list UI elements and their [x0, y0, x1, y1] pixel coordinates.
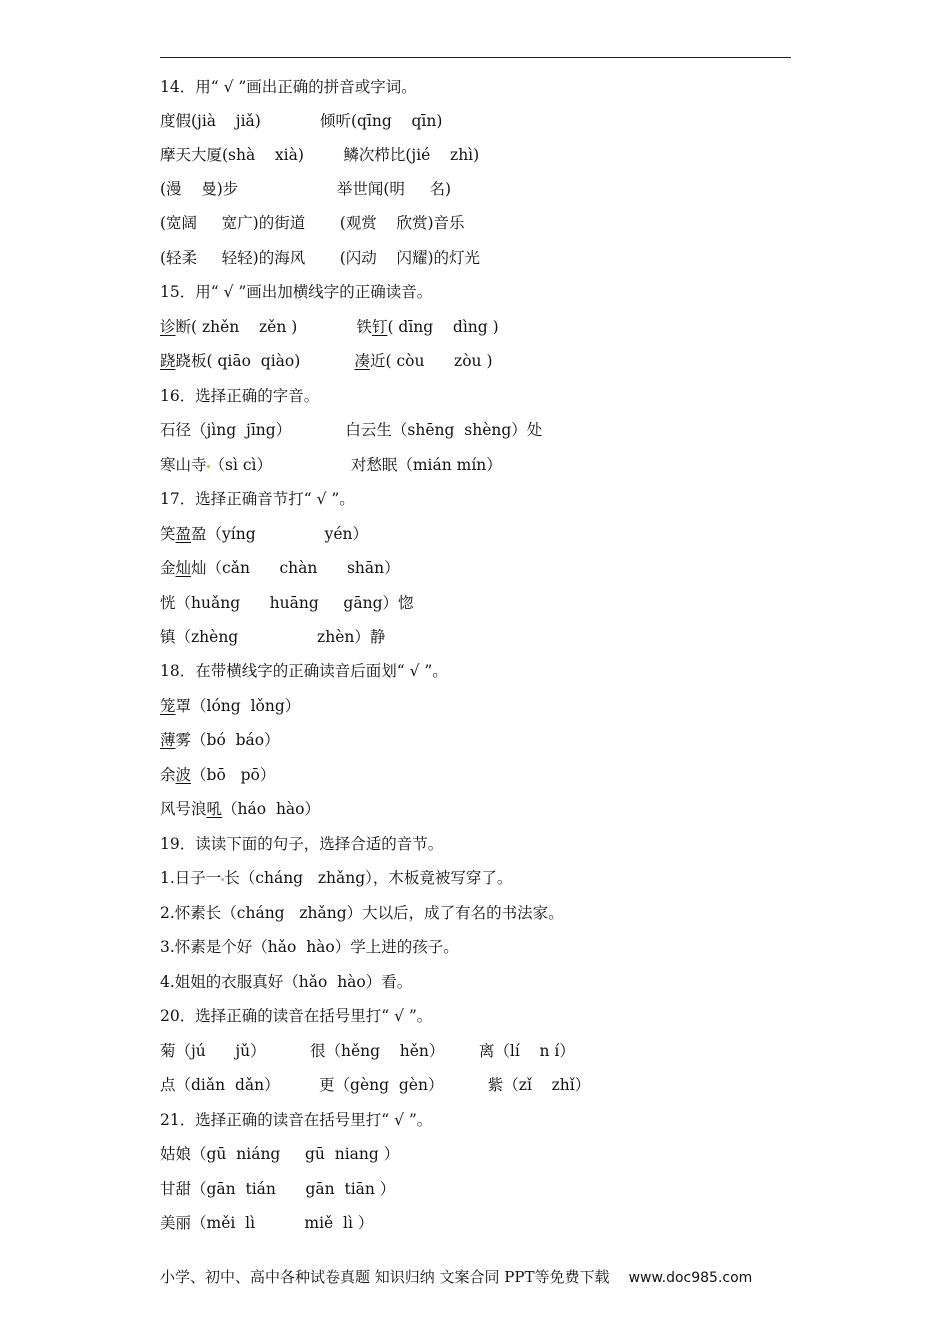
- q20-row-1: 菊（jú jǔ） 很（hěng hěn） 离（lí n í）: [160, 1042, 575, 1060]
- q14-row-1: 度假(jià jiǎ) 倾听(qīng qīn): [160, 112, 443, 130]
- q18-row-4: 风号浪吼（háo hào）: [160, 800, 320, 818]
- q14-row-2: 摩天大厦(shà xià) 鳞次栉比(jié zhì): [160, 146, 480, 164]
- question-14-title: 14．用“ √ ”画出正确的拼音或字词。: [160, 78, 417, 96]
- q17-row-2: 金灿灿（cǎn chàn shān）: [160, 559, 400, 577]
- question-17-title: 17．选择正确音节打“ √ ”。: [160, 490, 355, 508]
- q21-row-3: 美丽（měi lì miě lì ）: [160, 1214, 374, 1232]
- q18-row-2: 薄雾（bó báo）: [160, 731, 280, 749]
- question-19-title: 19．读读下面的句子，选择合适的音节。: [160, 835, 444, 853]
- q21-row-1: 姑娘（gū niáng gū niang ）: [160, 1145, 400, 1163]
- question-21-title: 21．选择正确的读音在括号里打“ √ ”。: [160, 1111, 433, 1129]
- q19-row-2: 2.怀素长（cháng zhǎng）大以后，成了有名的书法家。: [160, 904, 564, 922]
- q21-row-2: 甘甜（gān tián gān tiān ）: [160, 1180, 396, 1198]
- q17-row-3: 恍（huǎng huāng gāng）惚: [160, 594, 414, 612]
- q20-row-2: 点（diǎn dǎn） 更（gèng gèn） 紫（zǐ zhǐ）: [160, 1076, 591, 1094]
- footer-url[interactable]: www.doc985.com: [628, 1270, 753, 1286]
- q14-row-5: (轻柔 轻轻)的海风 (闪动 闪耀)的灯光: [160, 249, 481, 267]
- question-16-title: 16．选择正确的字音。: [160, 387, 320, 405]
- footer-text: 小学、初中、高中各种试卷真题 知识归纳 文案合同 PPT等免费下载: [160, 1268, 610, 1286]
- q15-row-1: 诊断( zhěn zěn ) 铁钉( dīng dìng ): [160, 318, 499, 336]
- header-rule: [160, 57, 791, 58]
- q17-row-4: 镇（zhèng zhèn）静: [160, 628, 386, 646]
- q19-row-4: 4.姐姐的衣服真好（hǎo hào）看。: [160, 973, 413, 991]
- question-18-title: 18．在带横线字的正确读音后面划“ √ ”。: [160, 662, 448, 680]
- question-20-title: 20．选择正确的读音在括号里打“ √ ”。: [160, 1007, 433, 1025]
- q18-row-1: 笼罩（lóng lǒng）: [160, 697, 301, 715]
- q16-row-2: 寒山寺 （sì cì） 对愁眠（mián mín）: [160, 456, 502, 474]
- page-footer: [160, 1266, 752, 1287]
- question-15-title: 15．用“ √ ”画出加横线字的正确读音。: [160, 283, 433, 301]
- q14-row-3: (漫 曼)步 举世闻(明 名): [160, 180, 452, 198]
- q16-row-1: 石径（jìng jīng） 白云生（shēng shèng）处: [160, 421, 543, 439]
- q18-row-3: 余波（bō pō）: [160, 766, 276, 784]
- q19-row-1: 1.日子一 长（cháng zhǎng），木板竟被写穿了。: [160, 869, 513, 887]
- q15-row-2: 跷跷板( qiāo qiào) 凑近( còu zòu ): [160, 352, 493, 370]
- q14-row-4: (宽阔 宽广)的街道 (观赏 欣赏)音乐: [160, 214, 465, 232]
- q17-row-1: 笑盈盈（yíng yén）: [160, 525, 369, 543]
- q19-row-3: 3.怀素是个好（hǎo hào）学上进的孩子。: [160, 938, 459, 956]
